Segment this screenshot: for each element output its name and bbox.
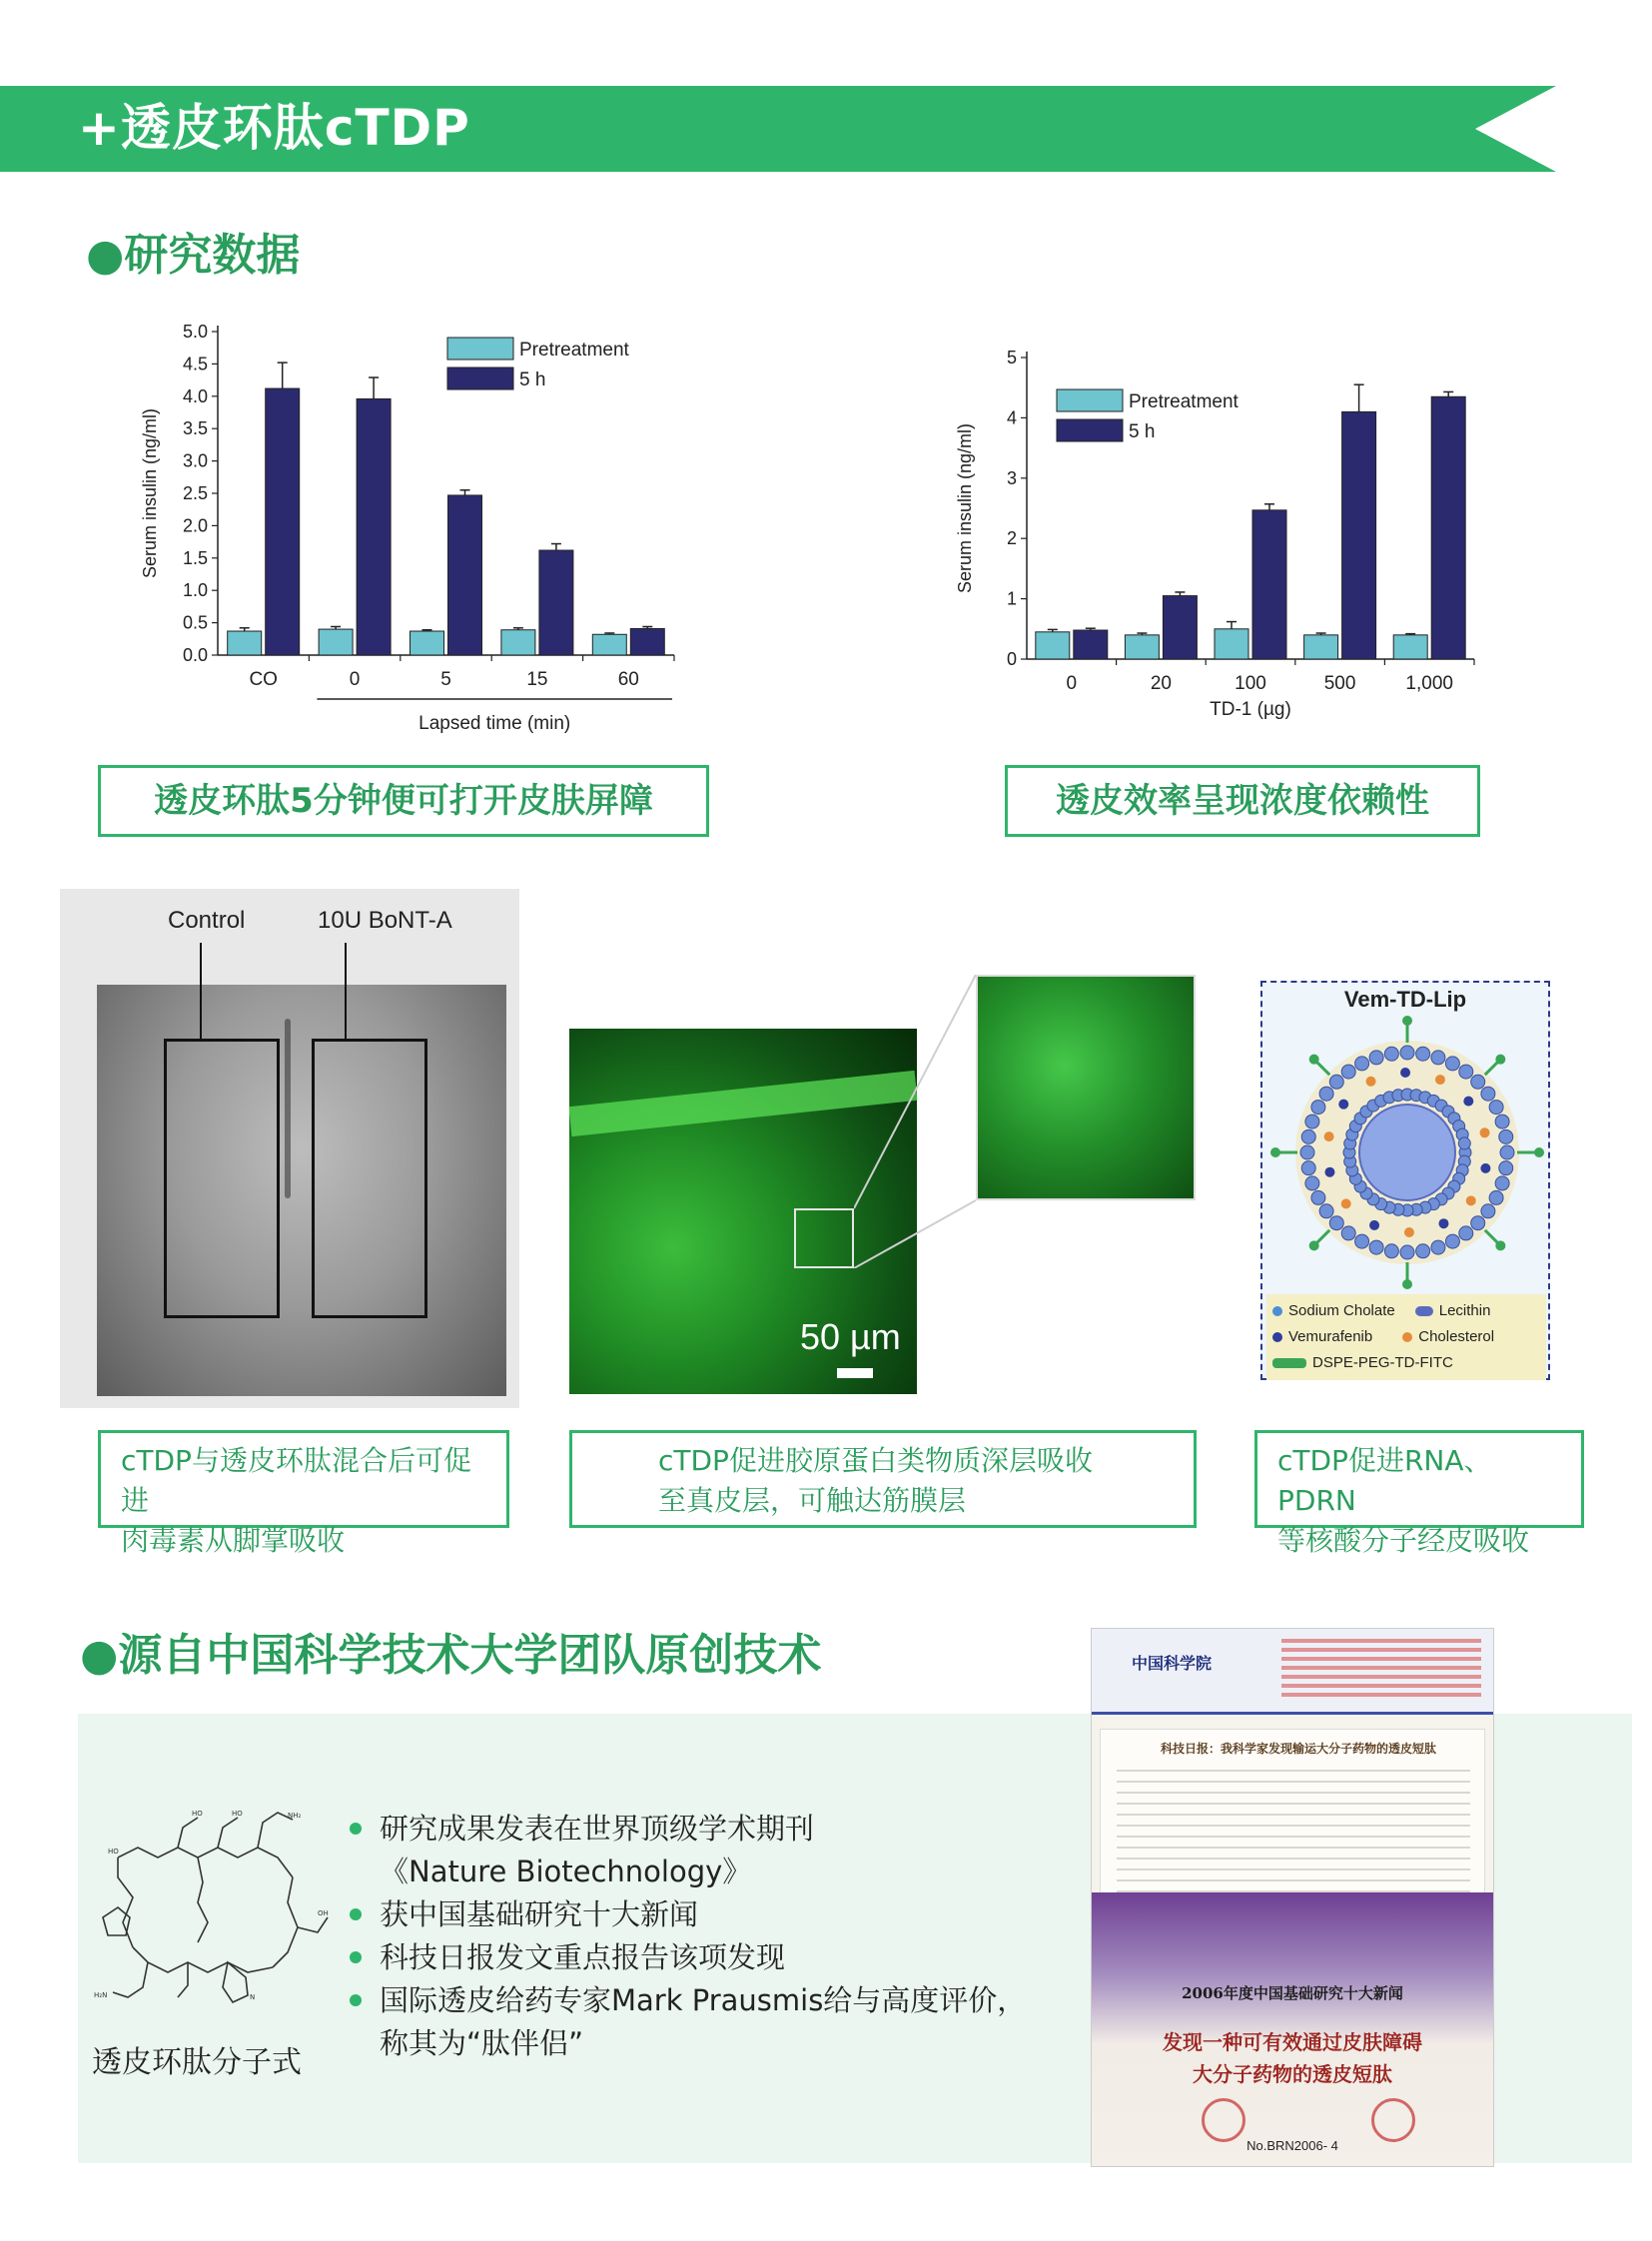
legend-swatch	[447, 368, 513, 389]
bar-5h	[1431, 396, 1465, 659]
svg-text:HO: HO	[192, 1810, 203, 1818]
legend-vemurafenib: Vemurafenib	[1288, 1328, 1373, 1345]
cholesterol-icon	[1402, 1332, 1412, 1342]
x-tick-label: 5	[440, 669, 451, 690]
y-tick-label: 1	[1006, 588, 1017, 609]
svg-text:N: N	[250, 1993, 256, 2001]
control-region-box	[164, 1039, 280, 1318]
y-tick-label: 3	[1006, 467, 1017, 488]
caption-panel-1-line2: 肉毒素从脚掌吸收	[121, 1524, 346, 1557]
outer-lipid-head	[1400, 1046, 1414, 1060]
outer-lipid-head	[1329, 1075, 1343, 1089]
bullet-item-1	[350, 1808, 1029, 1851]
outer-lipid-head	[1300, 1145, 1314, 1159]
chart-time-course-svg	[130, 318, 689, 737]
caption-chart-1: 透皮环肽5分钟便可打开皮肤屏障	[98, 765, 709, 837]
legend-label: 5 h	[1129, 421, 1156, 442]
outer-lipid-head	[1471, 1216, 1485, 1230]
svg-text:HO: HO	[108, 1848, 119, 1856]
label-bont-a: 10U BoNT-A	[318, 907, 452, 934]
bullet-text-4: 国际透皮给药专家Mark Prausmis给与高度评价，	[380, 1983, 1027, 2017]
outer-lipid-head	[1311, 1190, 1325, 1204]
bar-pretreatment	[1125, 635, 1159, 659]
caption-chart-2: 透皮效率呈现浓度依赖性	[1005, 765, 1480, 837]
membrane-drug-dot	[1404, 1227, 1414, 1237]
bullet-item-3	[350, 1936, 1029, 1979]
treated-arrow	[345, 943, 347, 1039]
outer-lipid-head	[1369, 1051, 1383, 1065]
membrane-drug-dot	[1324, 1131, 1334, 1141]
membrane-drug-dot	[1463, 1097, 1473, 1107]
legend-label: 5 h	[519, 370, 546, 390]
bullet-text-1: 研究成果发表在世界顶级学术期刊	[380, 1812, 815, 1846]
svg-text:H₂N: H₂N	[94, 1991, 108, 1999]
membrane-drug-dot	[1438, 1218, 1448, 1228]
bullet-item-4	[350, 1979, 1029, 2022]
lecithin-icon	[1415, 1306, 1433, 1316]
document-article-lines	[1117, 1770, 1470, 1909]
outer-lipid-head	[1416, 1047, 1430, 1061]
x-axis-label: TD-1 (µg)	[1210, 699, 1291, 720]
legend-cholesterol: Cholesterol	[1418, 1328, 1495, 1345]
legend-lecithin: Lecithin	[1438, 1302, 1491, 1319]
scale-bar	[837, 1368, 873, 1378]
bullet-text-2: 获中国基础研究十大新闻	[380, 1897, 699, 1931]
inner-lipid-head	[1458, 1137, 1470, 1149]
y-tick-label: 4	[1006, 407, 1017, 428]
bar-pretreatment	[319, 629, 353, 655]
peg-tip-arrow-icon	[1270, 1147, 1280, 1157]
legend-swatch	[447, 338, 513, 360]
label-control: Control	[168, 907, 246, 934]
outer-lipid-head	[1311, 1101, 1325, 1115]
caption-panel-1-line1: cTDP与透皮环肽混合后可促进	[121, 1444, 471, 1517]
liposome-diagram	[1260, 981, 1550, 1380]
x-tick-label: 60	[617, 669, 639, 690]
chart-time-course	[130, 318, 689, 737]
outer-lipid-head	[1499, 1129, 1513, 1143]
legend-label: Pretreatment	[1129, 391, 1239, 412]
outer-lipid-head	[1495, 1115, 1509, 1128]
skin-photo	[97, 985, 506, 1396]
outer-lipid-head	[1431, 1240, 1445, 1254]
outer-lipid-head	[1301, 1129, 1315, 1143]
outer-lipid-head	[1481, 1087, 1495, 1101]
liposome-illustration	[1262, 1013, 1552, 1292]
membrane-drug-dot	[1400, 1068, 1410, 1078]
origin-bullet-list	[350, 1808, 1029, 2065]
x-axis-label: Lapsed time (min)	[418, 713, 571, 734]
legend-sodium-cholate: Sodium Cholate	[1288, 1302, 1395, 1319]
section-title-research: ●研究数据	[86, 230, 301, 281]
legend-dspe: DSPE-PEG-TD-FITC	[1312, 1354, 1453, 1371]
y-tick-label: 3.0	[182, 450, 208, 471]
outer-lipid-head	[1305, 1115, 1319, 1128]
x-tick-label: 500	[1323, 673, 1356, 694]
x-tick-label: 20	[1150, 673, 1172, 694]
bar-5h	[539, 550, 573, 655]
caption-panel-2-line2: 至真皮层，可触达筋膜层	[658, 1484, 967, 1517]
liposome-title: Vem-TD-Lip	[1343, 987, 1467, 1012]
peg-tip-arrow-icon	[1402, 1016, 1412, 1026]
membrane-drug-dot	[1435, 1075, 1445, 1085]
fluorescence-zoom-inset	[976, 975, 1196, 1200]
skin-crease	[285, 1019, 291, 1198]
y-tick-label: 5	[1006, 348, 1017, 368]
bar-pretreatment	[1304, 635, 1338, 659]
skin-photo-panel	[60, 889, 519, 1408]
y-tick-label: 3.5	[182, 418, 208, 439]
peg-tip-arrow-icon	[1495, 1240, 1505, 1250]
bar-5h	[1074, 630, 1108, 659]
bar-pretreatment	[1215, 629, 1248, 659]
outer-lipid-head	[1495, 1176, 1509, 1190]
outer-lipid-head	[1329, 1216, 1343, 1230]
outer-lipid-head	[1400, 1245, 1414, 1259]
membrane-drug-dot	[1369, 1220, 1379, 1230]
legend-swatch	[1057, 389, 1123, 411]
bar-5h	[357, 398, 391, 655]
outer-lipid-head	[1459, 1226, 1473, 1240]
zoom-selection-box	[794, 1208, 854, 1268]
outer-lipid-head	[1489, 1190, 1503, 1204]
bar-5h	[1342, 411, 1376, 659]
y-tick-label: 2	[1006, 528, 1017, 549]
membrane-drug-dot	[1324, 1167, 1334, 1177]
poster-line-1: 发现一种可有效通过皮肤障碍	[1163, 2030, 1422, 2054]
scale-bar-label: 50 µm	[800, 1316, 901, 1357]
molecule-caption: 透皮环肽分子式	[92, 2045, 302, 2080]
y-tick-label: 0.0	[182, 645, 208, 665]
membrane-drug-dot	[1480, 1127, 1490, 1137]
y-tick-label: 5.0	[182, 322, 208, 342]
bullet-dot-icon	[350, 1951, 362, 1963]
outer-lipid-head	[1341, 1226, 1355, 1240]
peg-tip-arrow-icon	[1402, 1279, 1412, 1289]
document-article	[1100, 1729, 1485, 1918]
y-tick-label: 2.5	[182, 483, 208, 503]
bar-pretreatment	[1036, 632, 1070, 659]
legend-label: Pretreatment	[519, 340, 629, 361]
document-article-title: 科技日报：我科学家发现输运大分子药物的透皮短肽	[1161, 1742, 1437, 1756]
outer-lipid-head	[1499, 1161, 1513, 1175]
outer-lipid-head	[1500, 1145, 1514, 1159]
membrane-drug-dot	[1466, 1195, 1476, 1205]
peg-tip-arrow-icon	[1495, 1055, 1505, 1065]
peg-tip-arrow-icon	[1309, 1055, 1319, 1065]
outer-lipid-head	[1431, 1051, 1445, 1065]
membrane-drug-dot	[1338, 1100, 1348, 1110]
caption-panel-3-line2: 等核酸分子经皮吸收	[1277, 1524, 1530, 1557]
svg-text:OH: OH	[318, 1909, 329, 1917]
y-tick-label: 2.0	[182, 515, 208, 536]
outer-lipid-head	[1355, 1057, 1369, 1071]
bar-5h	[1252, 510, 1286, 659]
legend-swatch	[1057, 419, 1123, 441]
x-tick-label: CO	[249, 669, 278, 690]
outer-lipid-head	[1305, 1176, 1319, 1190]
bar-5h	[266, 388, 300, 655]
caption-panel-2	[569, 1430, 1197, 1528]
page-title: +透皮环肽cTDP	[78, 99, 470, 157]
x-tick-label: 1,000	[1405, 673, 1453, 694]
bar-5h	[448, 495, 482, 655]
outer-lipid-head	[1301, 1161, 1315, 1175]
bullet-item-1-cont: 《Nature Biotechnology》	[380, 1855, 752, 1888]
svg-text:HO: HO	[232, 1810, 243, 1818]
zoom-connector-lines	[854, 975, 978, 1268]
peg-tip-arrow-icon	[1534, 1147, 1544, 1157]
bullet-dot-icon	[350, 1994, 362, 2006]
outer-lipid-head	[1445, 1234, 1459, 1248]
poster-line-2: 大分子药物的透皮短肽	[1193, 2062, 1392, 2086]
outer-lipid-head	[1369, 1240, 1383, 1254]
seal-stamp-icon	[1202, 2098, 1245, 2142]
bar-5h	[630, 628, 664, 655]
outer-lipid-head	[1445, 1057, 1459, 1071]
seal-stamp-icon	[1371, 2098, 1415, 2142]
document-header	[1092, 1629, 1493, 1715]
y-tick-label: 1.0	[182, 580, 208, 601]
sodium-cholate-icon	[1272, 1306, 1282, 1316]
caption-panel-1	[98, 1430, 509, 1557]
dspe-peg-icon	[1272, 1358, 1306, 1368]
outer-lipid-head	[1489, 1101, 1503, 1115]
outer-lipid-head	[1384, 1047, 1398, 1061]
outer-lipid-head	[1416, 1244, 1430, 1258]
treated-region-box	[312, 1039, 427, 1318]
document-org: 中国科学院	[1132, 1654, 1213, 1673]
bar-pretreatment	[501, 630, 535, 655]
section-title-origin: ●源自中国科学技术大学团队原创技术	[80, 1630, 822, 1681]
peg-tip-arrow-icon	[1309, 1240, 1319, 1250]
outer-lipid-head	[1355, 1234, 1369, 1248]
bullet-text-3: 科技日报发文重点报告该项发现	[380, 1940, 786, 1974]
outer-lipid-head	[1341, 1065, 1355, 1079]
vemurafenib-icon	[1272, 1332, 1282, 1342]
outer-lipid-head	[1481, 1204, 1495, 1218]
liposome-legend	[1266, 1294, 1546, 1380]
control-arrow	[200, 943, 202, 1039]
y-axis-label: Serum insulin (ng/ml)	[955, 422, 975, 594]
bar-pretreatment	[1393, 635, 1427, 659]
origin-background-right	[1534, 1714, 1554, 2163]
bullet-item-2	[350, 1893, 1029, 1936]
membrane-drug-dot	[1366, 1077, 1376, 1087]
bar-5h	[1163, 596, 1197, 659]
liposome-core	[1359, 1105, 1455, 1200]
y-axis-label: Serum insulin (ng/ml)	[140, 407, 160, 579]
x-tick-label: 0	[1066, 673, 1078, 694]
cyclic-peptide-structure-icon	[88, 1788, 338, 2027]
y-tick-label: 4.5	[182, 354, 208, 374]
outer-lipid-head	[1471, 1075, 1485, 1089]
y-tick-label: 0.5	[182, 612, 208, 633]
svg-text:NH₂: NH₂	[288, 1812, 302, 1820]
chart-dose-response-svg	[947, 340, 1486, 729]
document-code: No.BRN2006- 4	[1246, 2138, 1338, 2153]
y-tick-label: 1.5	[182, 547, 208, 568]
caption-panel-2-line1: cTDP促进胶原蛋白类物质深层吸收	[658, 1444, 1093, 1477]
document-header-stripes	[1281, 1639, 1481, 1699]
bar-pretreatment	[228, 631, 262, 655]
membrane-drug-dot	[1341, 1198, 1351, 1208]
x-tick-label: 15	[526, 669, 548, 690]
x-tick-label: 0	[349, 669, 361, 690]
caption-panel-3	[1254, 1430, 1584, 1557]
poster-year: 2006年度中国基础研究十大新闻	[1182, 1984, 1403, 2002]
news-document-image	[1091, 1628, 1494, 2167]
chart-dose-response	[947, 340, 1486, 729]
bullet-dot-icon	[350, 1908, 362, 1920]
bullet-dot-icon	[350, 1823, 362, 1835]
caption-panel-3-line1: cTDP促进RNA、PDRN	[1277, 1444, 1492, 1517]
bar-pretreatment	[592, 634, 626, 655]
outer-lipid-head	[1384, 1244, 1398, 1258]
x-tick-label: 100	[1235, 673, 1266, 694]
membrane-drug-dot	[1480, 1163, 1490, 1173]
y-tick-label: 0	[1006, 649, 1017, 669]
outer-lipid-head	[1459, 1065, 1473, 1079]
outer-lipid-head	[1319, 1087, 1333, 1101]
outer-lipid-head	[1319, 1204, 1333, 1218]
bullet-item-4-cont: 称其为“肽伴侣”	[380, 2026, 584, 2060]
bar-pretreatment	[411, 631, 444, 655]
y-tick-label: 4.0	[182, 385, 208, 406]
